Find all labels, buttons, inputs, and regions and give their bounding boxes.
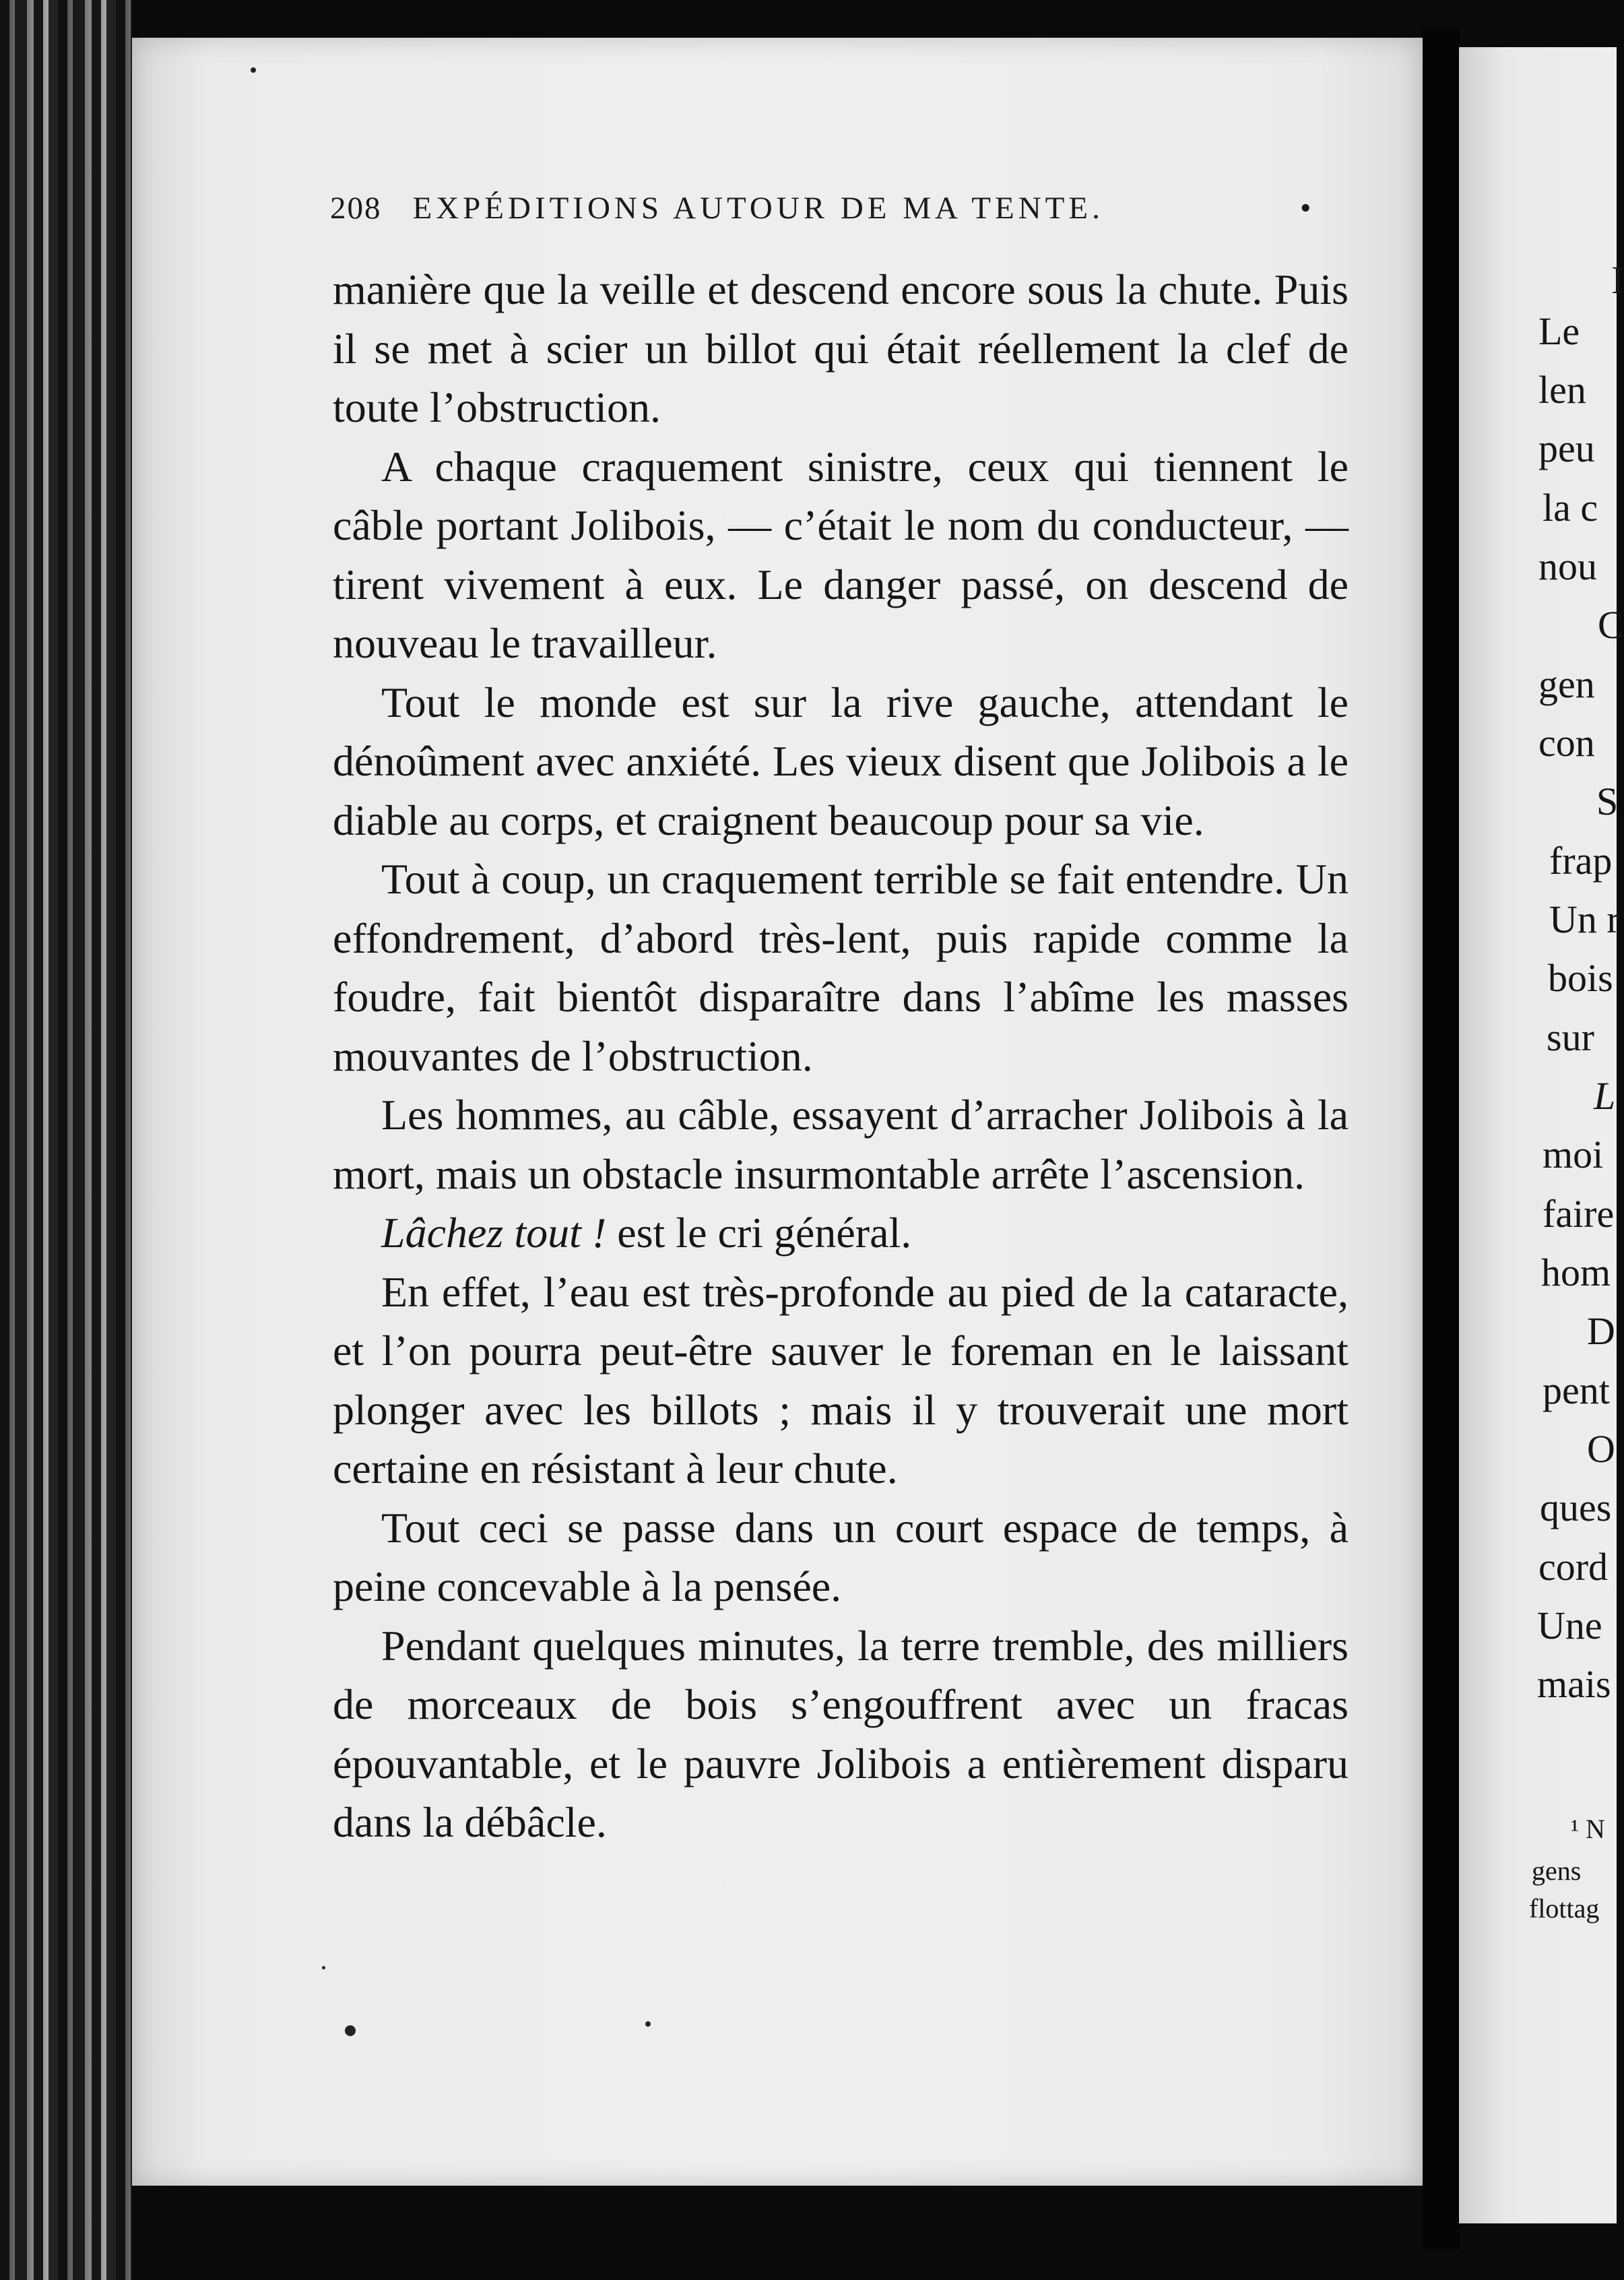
book-gutter xyxy=(1423,27,1459,2250)
facing-line: ques xyxy=(1540,1486,1612,1529)
stacked-page-edges xyxy=(0,0,132,2280)
facing-footnote: ¹ N xyxy=(1571,1814,1605,1844)
paragraph: En effet, l’eau est très-profonde au pied de la cataracte, et l’on pourra peut-être sauver le foreman en le laissant plonger avec les billots ; mais il y trouverait une mort certaine en résistant à leur chute. xyxy=(333,1267,1349,1492)
cry-rest: est le cri général. xyxy=(606,1209,912,1257)
facing-line: len xyxy=(1538,368,1586,412)
body-text xyxy=(333,260,1349,1852)
facing-line: cord xyxy=(1538,1545,1609,1589)
facing-line: I xyxy=(1611,258,1624,302)
facing-line: L xyxy=(1594,1074,1616,1118)
italic-cry: Lâchez tout ! xyxy=(381,1209,607,1257)
facing-footnote: flottag xyxy=(1529,1893,1600,1924)
facing-line: C xyxy=(1598,603,1624,647)
running-title: EXPÉDITIONS AUTOUR DE MA TENTE. xyxy=(412,191,1104,226)
facing-line: Une xyxy=(1537,1604,1602,1647)
facing-line: bois xyxy=(1548,956,1613,1000)
facing-line: O xyxy=(1587,1427,1615,1471)
speck xyxy=(251,67,256,73)
facing-line: D xyxy=(1587,1309,1615,1353)
facing-line: faire xyxy=(1542,1192,1615,1236)
paragraph: Pendant quelques minutes, la terre tremble, des milliers de morceaux de bois s’engouffrent avec un fracas épouvantable, et le pauvre Jolibois a entièrement disparu dans la débâcle. xyxy=(333,1621,1349,1846)
page-number: 208 xyxy=(330,191,382,226)
facing-footnote: gens xyxy=(1532,1856,1582,1886)
facing-line: S xyxy=(1596,780,1619,823)
facing-line: pent xyxy=(1542,1368,1610,1412)
facing-line: hom xyxy=(1541,1250,1611,1294)
facing-line: moi xyxy=(1542,1133,1604,1176)
paragraph-cry xyxy=(333,1203,1349,1263)
facing-line: gen xyxy=(1538,662,1595,706)
paragraph: A chaque craquement sinistre, ceux qui tiennent le câble portant Jolibois, — c’était le nom du conducteur, — tirent vivement à eux. Le danger passé, on descend de nouveau le travailleur. xyxy=(333,442,1349,667)
paragraph: Tout à coup, un craquement terrible se fait entendre. Un effondrement, d’abord très-lent, puis rapide comme la foudre, fait bientôt disparaître dans l’abîme les masses mouvantes de l’obstruction. xyxy=(333,855,1349,1080)
paragraph: Tout le monde est sur la rive gauche, attendant le dénoûment avec anxiété. Les vieux disent que Jolibois a le diable au corps, et craignent beaucoup pour sa vie. xyxy=(333,678,1349,844)
facing-line: la c xyxy=(1542,486,1598,530)
paragraph-continued: manière que la veille et descend encore sous la chute. Puis il se met à scier un billot qui était réellement la clef de toute l’obstruction. xyxy=(333,265,1349,431)
facing-line: mais xyxy=(1537,1662,1611,1706)
speck xyxy=(645,2021,651,2027)
running-head-mark: • xyxy=(1300,191,1316,226)
facing-line: nou xyxy=(1538,544,1597,588)
facing-line: Le xyxy=(1538,309,1580,353)
facing-line: peu xyxy=(1538,426,1595,470)
facing-line: frap xyxy=(1549,839,1613,883)
facing-line: Un r xyxy=(1549,897,1620,941)
paragraph: Les hommes, au câble, essayent d’arracher Jolibois à la mort, mais un obstacle insurmontable arrête l’ascension. xyxy=(333,1091,1349,1198)
facing-line: sur xyxy=(1547,1015,1594,1059)
speck xyxy=(322,1966,325,1969)
running-head xyxy=(330,190,1340,237)
facing-line: con xyxy=(1538,721,1595,765)
paragraph: Tout ceci se passe dans un court espace de temps, à peine concevable à la pensée. xyxy=(333,1503,1349,1610)
speck xyxy=(345,2025,356,2036)
